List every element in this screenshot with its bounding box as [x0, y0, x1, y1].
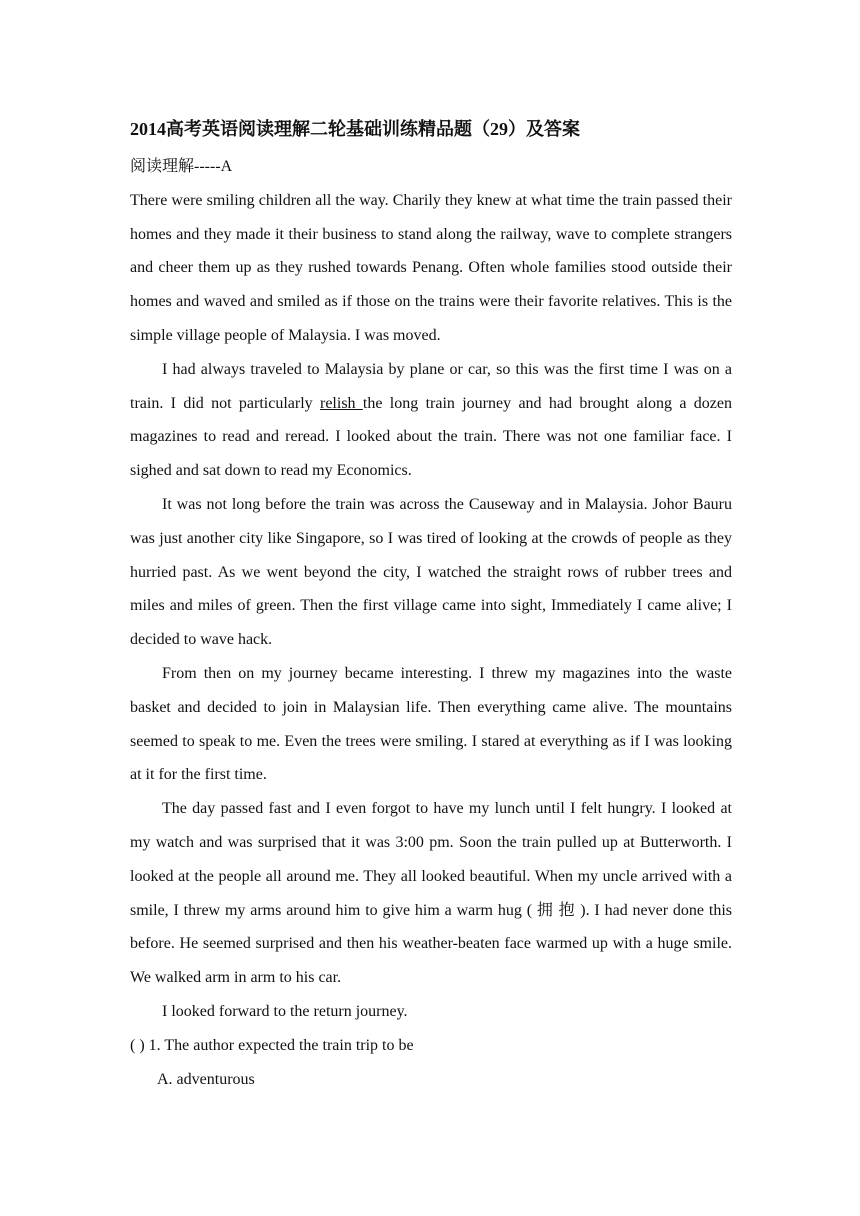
paragraph-2 — [130, 353, 732, 488]
paragraph-4: From then on my journey became interesting. I threw my magazines into the waste basket and decided to join in Malaysian life. Then everything came alive. The mountains seemed to speak to me. Even the trees were smiling. I stared at everything as if I was looking at it for the first time. — [130, 664, 732, 784]
paragraph-1: There were smiling children all the way. Charily they knew at what time the train passed their homes and they made it their business to stand along the railway, wave to complete strangers and cheer them up as they rushed towards Penang. Often whole families stood outside their homes and waved and smiled as if those on the trains were their favorite relatives. This is the simple village people of Malaysia. I was moved. — [130, 191, 732, 344]
paragraph-5: The day passed fast and I even forgot to have my lunch until I felt hungry. I looked at my watch and was surprised that it was 3:00 pm. Soon the train pulled up at Butterworth. I looked at the people all around me. They all looked beautiful. When my uncle arrived with a smile, I threw my arms around him to give him a warm hug ( 拥 抱 ). I had never done this before. He seemed surprised and then his weather-beaten face warmed up with a huge smile. We walked arm in arm to his car. — [130, 800, 732, 987]
question-1: ( ) 1. The author expected the train trip to be — [130, 1036, 414, 1054]
paragraph-6: I looked forward to the return journey. — [162, 1002, 408, 1020]
paragraph-2-text-after: the long train journey and had brought along a dozen magazines to read and reread. I looked about the train. There was not one familiar face. I sighed and sat down to read my Economics. — [130, 394, 732, 480]
document-title: 2014高考英语阅读理解二轮基础训练精品题（29）及答案 — [130, 119, 580, 139]
underlined-word-relish: relish — [320, 394, 363, 412]
section-label: 阅读理解-----A — [130, 158, 233, 175]
paragraph-2-text-before: I had always traveled to Malaysia by plane or car, so this was the first time I was on a train. I did not particularly — [130, 360, 732, 412]
paragraph-3: It was not long before the train was across the Causeway and in Malaysia. Johor Bauru was just another city like Singapore, so I was tired of looking at the crowds of people as they hurried past. As we went beyond the city, I watched the straight rows of rubber trees and miles and miles of green. Then the first village came into sight, Immediately I came alive; I decided to wave hack. — [130, 495, 732, 649]
question-1-option-a: A. adventurous — [157, 1070, 255, 1088]
document-content — [130, 110, 732, 1096]
